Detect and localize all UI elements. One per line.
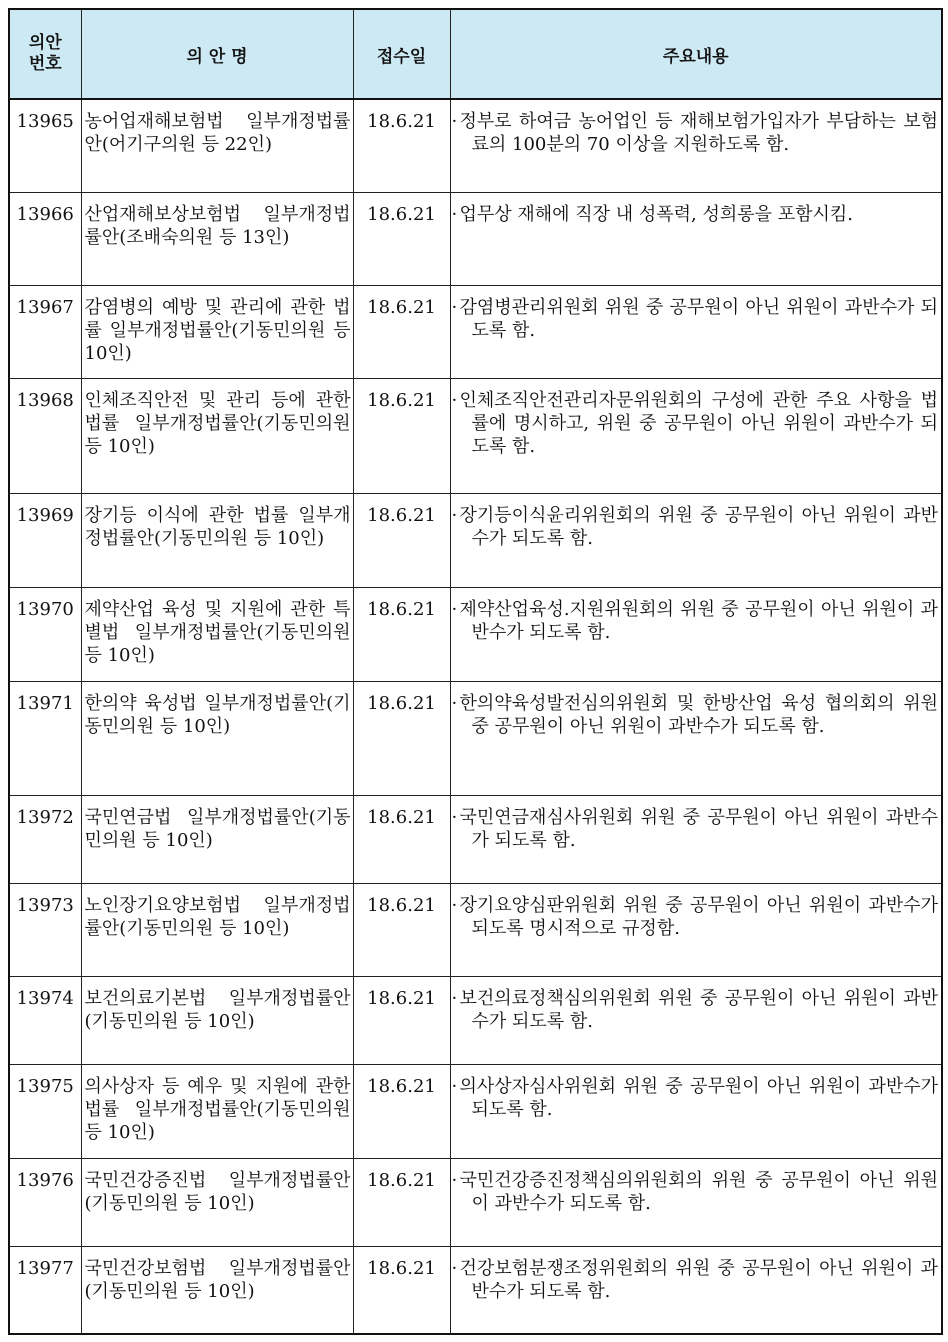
bullet-icon: · [451, 692, 458, 714]
receipt-date: 18.6.21 [353, 1158, 450, 1246]
table-row [9, 587, 942, 681]
receipt-date: 18.6.21 [353, 587, 450, 681]
bullet-icon: · [451, 389, 458, 411]
bullet-icon: · [451, 1169, 458, 1191]
bill-title: 감염병의 예방 및 관리에 관한 법률 일부개정법률안(기동민의원 등 10인) [81, 285, 353, 378]
receipt-date: 18.6.21 [353, 285, 450, 378]
table-row [9, 1246, 942, 1334]
bill-table [8, 8, 943, 1335]
bill-summary [450, 1158, 942, 1246]
header-bill-number-label: 의안 번호 [28, 33, 62, 74]
table-body [9, 99, 942, 1334]
receipt-date: 18.6.21 [353, 681, 450, 795]
table-row [9, 681, 942, 795]
bill-title: 한의약 육성법 일부개정법률안(기동민의원 등 10인) [81, 681, 353, 795]
bullet-icon: · [451, 296, 458, 318]
bill-summary [450, 285, 942, 378]
bill-number: 13966 [9, 192, 81, 285]
receipt-date: 18.6.21 [353, 1246, 450, 1334]
bill-number: 13968 [9, 378, 81, 493]
summary-text: 국민연금재심사위원회 위원 중 공무원이 아닌 위원이 과반수가 되도록 함. [459, 806, 938, 851]
bill-summary [450, 587, 942, 681]
bullet-icon: · [451, 203, 458, 225]
bill-number: 13974 [9, 976, 81, 1064]
bill-number: 13970 [9, 587, 81, 681]
bill-number: 13975 [9, 1064, 81, 1158]
header-bill-number [9, 9, 81, 99]
bill-table-container [8, 8, 943, 1335]
receipt-date: 18.6.21 [353, 883, 450, 976]
header-summary: 주요내용 [450, 9, 942, 99]
summary-text: 정부로 하여금 농어업인 등 재해보험가입자가 부담하는 보험료의 100분의 70 이상을 지원하도록 함. [459, 111, 938, 155]
receipt-date: 18.6.21 [353, 493, 450, 587]
bill-summary [450, 883, 942, 976]
table-row [9, 1064, 942, 1158]
bill-number: 13972 [9, 795, 81, 883]
table-row [9, 795, 942, 883]
summary-text: 제약산업육성.지원위원회의 위원 중 공무원이 아닌 위원이 과반수가 되도록 함. [459, 598, 938, 643]
bill-title: 농어업재해보험법 일부개정법률안(어기구의원 등 22인) [81, 99, 353, 192]
bullet-icon: · [451, 894, 458, 916]
receipt-date: 18.6.21 [353, 192, 450, 285]
summary-text: 한의약육성발전심의위원회 및 한방산업 육성 협의회의 위원 중 공무원이 아닌 위원이 과반수가 되도록 함. [459, 692, 938, 737]
summary-text: 건강보험분쟁조정위원회의 위원 중 공무원이 아닌 위원이 과반수가 되도록 함. [459, 1257, 938, 1302]
receipt-date: 18.6.21 [353, 99, 450, 192]
bill-title: 국민연금법 일부개정법률안(기동민의원 등 10인) [81, 795, 353, 883]
bullet-icon: · [451, 111, 458, 132]
summary-text: 의사상자심사위원회 위원 중 공무원이 아닌 위원이 과반수가 되도록 함. [459, 1075, 938, 1120]
receipt-date: 18.6.21 [353, 1064, 450, 1158]
receipt-date: 18.6.21 [353, 378, 450, 493]
header-receipt-date: 접수일 [353, 9, 450, 99]
summary-text: 장기등이식윤리위원회의 위원 중 공무원이 아닌 위원이 과반수가 되도록 함. [459, 504, 938, 549]
bill-summary [450, 378, 942, 493]
bill-number: 13965 [9, 99, 81, 192]
header-bill-title: 의 안 명 [81, 9, 353, 99]
receipt-date: 18.6.21 [353, 795, 450, 883]
bullet-icon: · [451, 987, 458, 1009]
bill-summary [450, 976, 942, 1064]
summary-text: 감염병관리위원회 위원 중 공무원이 아닌 위원이 과반수가 되도록 함. [459, 296, 938, 341]
bill-number: 13977 [9, 1246, 81, 1334]
bill-summary [450, 681, 942, 795]
bullet-icon: · [451, 504, 458, 526]
bill-summary [450, 99, 942, 192]
summary-text: 장기요양심판위원회 위원 중 공무원이 아닌 위원이 과반수가 되도록 명시적으로 규정함. [459, 894, 938, 939]
bill-number: 13969 [9, 493, 81, 587]
table-header [9, 9, 942, 99]
receipt-date: 18.6.21 [353, 976, 450, 1064]
bill-number: 13973 [9, 883, 81, 976]
bill-title: 노인장기요양보험법 일부개정법률안(기동민의원 등 10인) [81, 883, 353, 976]
summary-text: 국민건강증진정책심의위원회의 위원 중 공무원이 아닌 위원이 과반수가 되도록 함. [459, 1169, 938, 1214]
summary-text: 보건의료정책심의위원회 위원 중 공무원이 아닌 위원이 과반수가 되도록 함. [459, 987, 938, 1032]
bill-summary [450, 1246, 942, 1334]
table-row [9, 493, 942, 587]
bullet-icon: · [451, 1075, 458, 1097]
bill-title: 장기등 이식에 관한 법률 일부개정법률안(기동민의원 등 10인) [81, 493, 353, 587]
bill-title: 국민건강보험법 일부개정법률안(기동민의원 등 10인) [81, 1246, 353, 1334]
table-row [9, 976, 942, 1064]
bullet-icon: · [451, 598, 458, 620]
bullet-icon: · [451, 1257, 458, 1279]
summary-text: 업무상 재해에 직장 내 성폭력, 성희롱을 포함시킴. [459, 203, 854, 225]
table-row [9, 378, 942, 493]
bill-title: 국민건강증진법 일부개정법률안(기동민의원 등 10인) [81, 1158, 353, 1246]
bill-title: 인체조직안전 및 관리 등에 관한 법률 일부개정법률안(기동민의원 등 10인) [81, 378, 353, 493]
table-row [9, 883, 942, 976]
bill-summary [450, 1064, 942, 1158]
header-row [9, 9, 942, 99]
bill-summary [450, 493, 942, 587]
bill-summary [450, 795, 942, 883]
bill-summary [450, 192, 942, 285]
bill-number: 13976 [9, 1158, 81, 1246]
table-row [9, 99, 942, 192]
table-row [9, 285, 942, 378]
bill-number: 13971 [9, 681, 81, 795]
table-row [9, 1158, 942, 1246]
bill-title: 의사상자 등 예우 및 지원에 관한 법률 일부개정법률안(기동민의원 등 10인) [81, 1064, 353, 1158]
bill-title: 보건의료기본법 일부개정법률안(기동민의원 등 10인) [81, 976, 353, 1064]
bill-number: 13967 [9, 285, 81, 378]
bill-title: 산업재해보상보험법 일부개정법률안(조배숙의원 등 13인) [81, 192, 353, 285]
table-row [9, 192, 942, 285]
bullet-icon: · [451, 806, 458, 828]
summary-text: 인체조직안전관리자문위원회의 구성에 관한 주요 사항을 법률에 명시하고, 위원 중 공무원이 아닌 위원이 과반수가 되도록 함. [459, 389, 938, 457]
bill-title: 제약산업 육성 및 지원에 관한 특별법 일부개정법률안(기동민의원 등 10인) [81, 587, 353, 681]
